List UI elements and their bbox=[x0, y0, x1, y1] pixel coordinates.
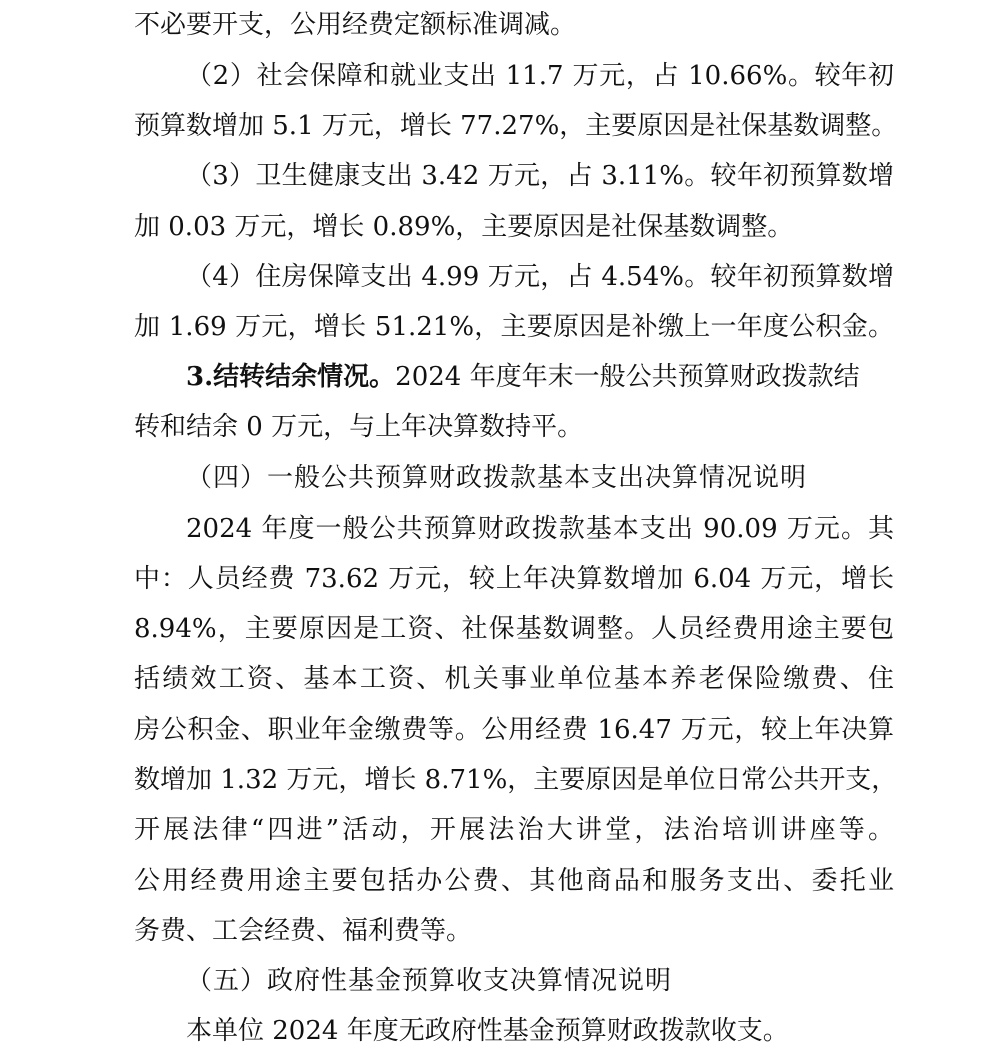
paragraph-line bbox=[186, 357, 894, 397]
paragraph-line: 务费、工会经费、福利费等。 bbox=[134, 916, 473, 946]
paragraph-line: （2）社会保障和就业支出 11.7 万元，占 10.66%。较年初 bbox=[186, 61, 894, 91]
paragraph-line: 房公积金、职业年金缴费等。公用经费 16.47 万元，较上年决算 bbox=[134, 715, 894, 745]
paragraph-line: 2024 年度一般公共预算财政拨款基本支出 90.09 万元。其 bbox=[186, 514, 894, 544]
paragraph-line: 预算数增加 5.1 万元，增长 77.27%，主要原因是社保基数调整。 bbox=[134, 111, 898, 141]
paragraph-line: 括绩效工资、基本工资、机关事业单位基本养老保险缴费、住 bbox=[134, 664, 894, 694]
paragraph-line: 中：人员经费 73.62 万元，较上年决算数增加 6.04 万元，增长 bbox=[134, 564, 894, 594]
section-heading: （四）一般公共预算财政拨款基本支出决算情况说明 bbox=[186, 463, 808, 493]
section-heading-inline: 3.结转结余情况。 bbox=[186, 362, 396, 392]
paragraph-text: 2024 年度年末一般公共预算财政拨款结 bbox=[395, 362, 860, 392]
paragraph-line: 数增加 1.32 万元，增长 8.71%，主要原因是单位日常公共开支， bbox=[134, 765, 898, 795]
paragraph-line: （4）住房保障支出 4.99 万元，占 4.54%。较年初预算数增 bbox=[186, 262, 894, 292]
paragraph-line: 不必要开支，公用经费定额标准调减。 bbox=[134, 10, 577, 40]
paragraph-line: 本单位 2024 年度无政府性基金预算财政拨款收支。 bbox=[186, 1016, 789, 1046]
paragraph-line: 加 0.03 万元，增长 0.89%，主要原因是社保基数调整。 bbox=[134, 212, 794, 242]
paragraph-line: 开展法律“四进”活动，开展法治大讲堂，法治培训讲座等。 bbox=[134, 815, 894, 845]
paragraph-line: （3）卫生健康支出 3.42 万元，占 3.11%。较年初预算数增 bbox=[186, 161, 894, 191]
paragraph-line: 加 1.69 万元，增长 51.21%，主要原因是补缴上一年度公积金。 bbox=[134, 312, 894, 342]
section-heading: （五）政府性基金预算收支决算情况说明 bbox=[186, 966, 673, 996]
paragraph-line: 公用经费用途主要包括办公费、其他商品和服务支出、委托业 bbox=[134, 866, 894, 896]
paragraph-line: 8.94%，主要原因是工资、社保基数调整。人员经费用途主要包 bbox=[134, 614, 894, 644]
paragraph-line: 转和结余 0 万元，与上年决算数持平。 bbox=[134, 412, 584, 442]
